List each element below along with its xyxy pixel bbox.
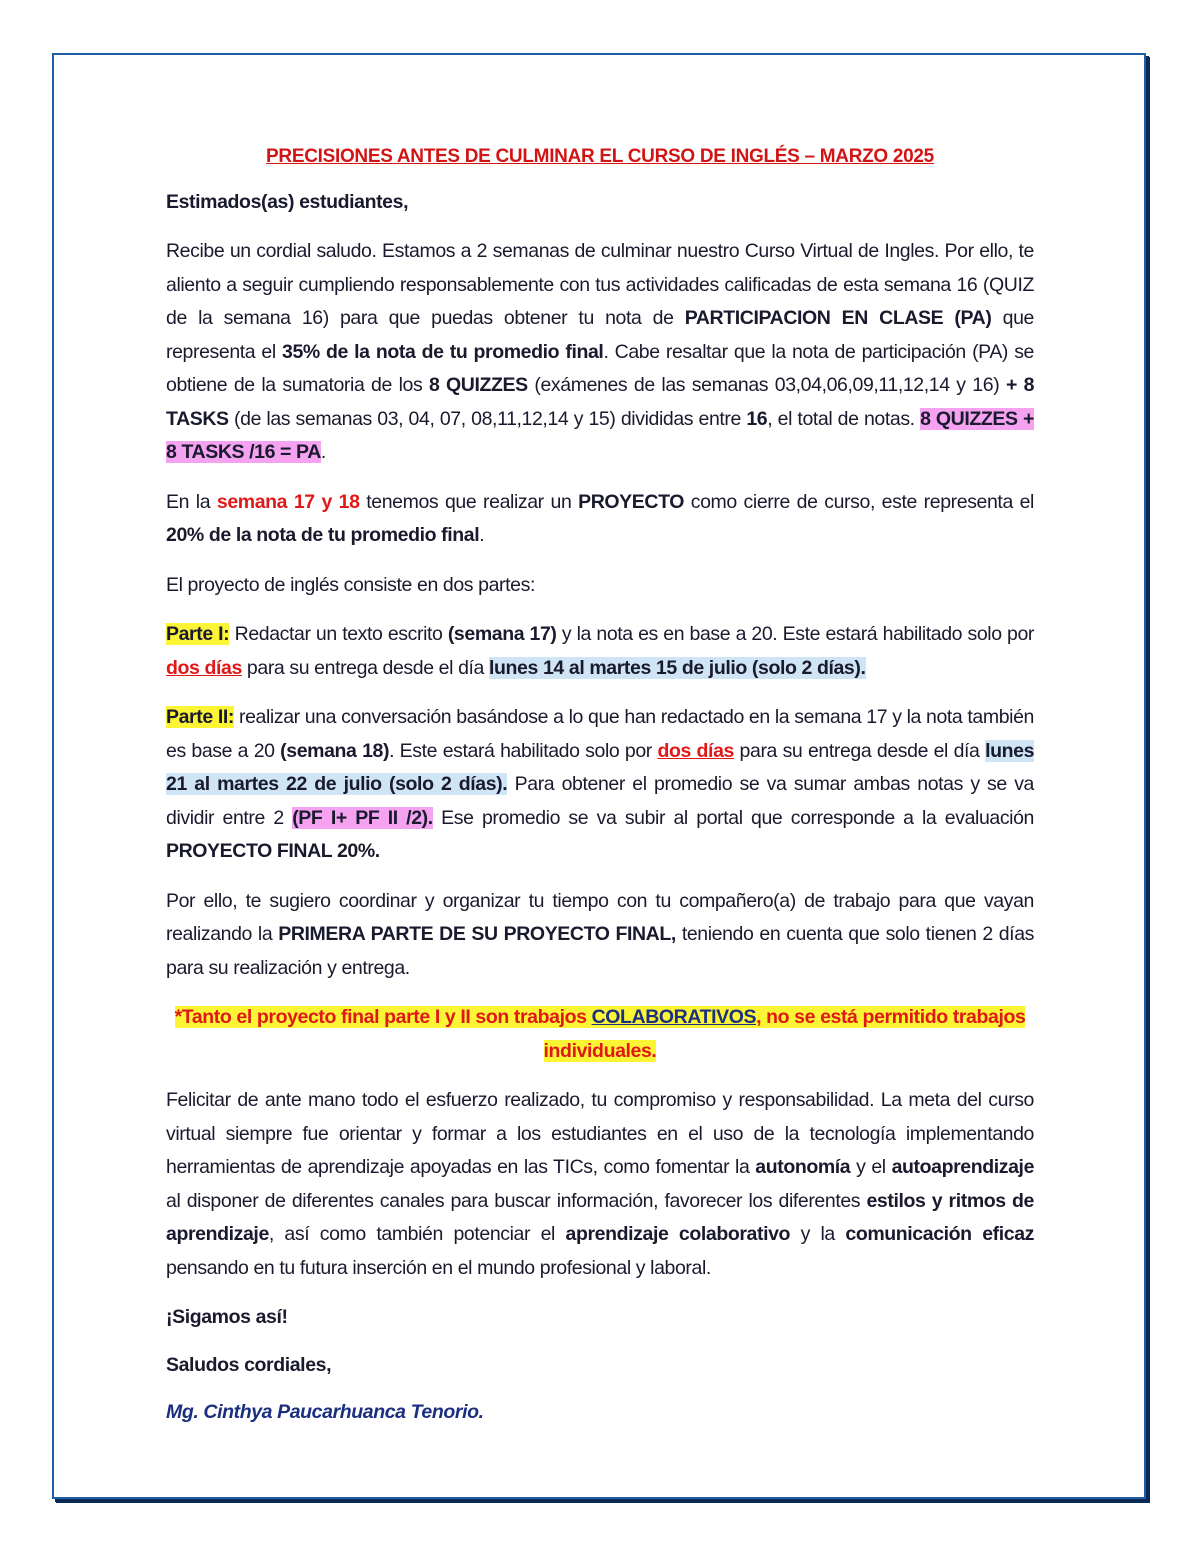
closing-line-1: ¡Sigamos así!: [166, 1306, 288, 1328]
paragraph-coordination: Por ello, te sugiero coordinar y organizar tu tiempo con tu compañero(a) de trabajo para que vayan realizando la PRIMERA PARTE DE SU PROYECTO FINAL, teniendo en cuenta que solo tienen 2 días para su realización y entrega.: [166, 889, 1034, 979]
closing-line-2: Saludos cordiales,: [166, 1353, 332, 1376]
part-1-label: Parte I:: [166, 623, 230, 645]
part-2-label: Parte II:: [166, 706, 234, 728]
paragraph-part-1: Parte I: Redactar un texto escrito (semana 17) y la nota es en base a 20. Este estará habilitado solo por dos días para su entrega desde el día lunes 14 al martes 15 de julio (solo 2 días).: [166, 623, 1035, 679]
paragraph-part-2: Parte II: realizar una conversación basándose a lo que han redactado en la semana 17 y la nota también es base a 20 (semana 18). Este estará habilitado solo por dos días para su entrega desde el día lunes 21 al martes 22 de julio (solo 2 días). Para obtener el promedio se va sumar ambas notas y se va dividir entre 2 (PF I+ PF II /2). Ese promedio se va subir al portal que corresponde a la evaluación PROYECTO FINAL 20%.: [166, 706, 1035, 862]
letter-title: PRECISIONES ANTES DE CULMINAR EL CURSO DE INGLÉS – MARZO 2025: [266, 146, 934, 167]
letter-body: [166, 140, 1034, 1444]
collaborative-note: *Tanto el proyecto final parte I y II son trabajos COLABORATIVOS, no se está permitido trabajos individuales.: [174, 1006, 1026, 1062]
greeting: Estimados(as) estudiantes,: [166, 190, 409, 213]
paragraph-project: En la semana 17 y 18 tenemos que realizar un PROYECTO como cierre de curso, este representa el 20% de la nota de tu promedio final.: [166, 490, 1034, 546]
paragraph-parts-intro: El proyecto de inglés consiste en dos partes:: [166, 573, 535, 596]
signature: Mg. Cinthya Paucarhuanca Tenorio.: [166, 1401, 484, 1423]
paragraph-participation: Recibe un cordial saludo. Estamos a 2 semanas de culminar nuestro Curso Virtual de Ingles. Por ello, te aliento a seguir cumpliendo responsablemente con tus actividades calificadas de esta semana 16 (QUIZ de la semana 16) para que puedas obtener tu nota de PARTICIPACION EN CLASE (PA) que representa el 35% de la nota de tu promedio final. Cabe resaltar que la nota de participación (PA) se obtiene de la sumatoria de los 8 QUIZZES (exámenes de las semanas 03,04,06,09,11,12,14 y 16) + 8 TASKS (de las semanas 03, 04, 07, 08,11,12,14 y 15) divididas entre 16, el total de notas. 8 QUIZZES + 8 TASKS /16 = PA.: [166, 240, 1035, 463]
pa-formula: 8 QUIZZES + 8 TASKS /16 = PA: [166, 407, 1034, 463]
paragraph-congratulations: Felicitar de ante mano todo el esfuerzo realizado, tu compromiso y responsabilidad. La meta del curso virtual siempre fue orientar y formar a los estudiantes en el uso de la tecnología implementando herramientas de aprendizaje apoyadas en las TICs, como fomentar la autonomía y el autoaprendizaje al disponer de diferentes canales para buscar información, favorecer los diferentes estilos y ritmos de aprendizaje, así como también potenciar el aprendizaje colaborativo y la comunicación eficaz pensando en tu futura inserción en el mundo profesional y laboral.: [166, 1089, 1035, 1279]
